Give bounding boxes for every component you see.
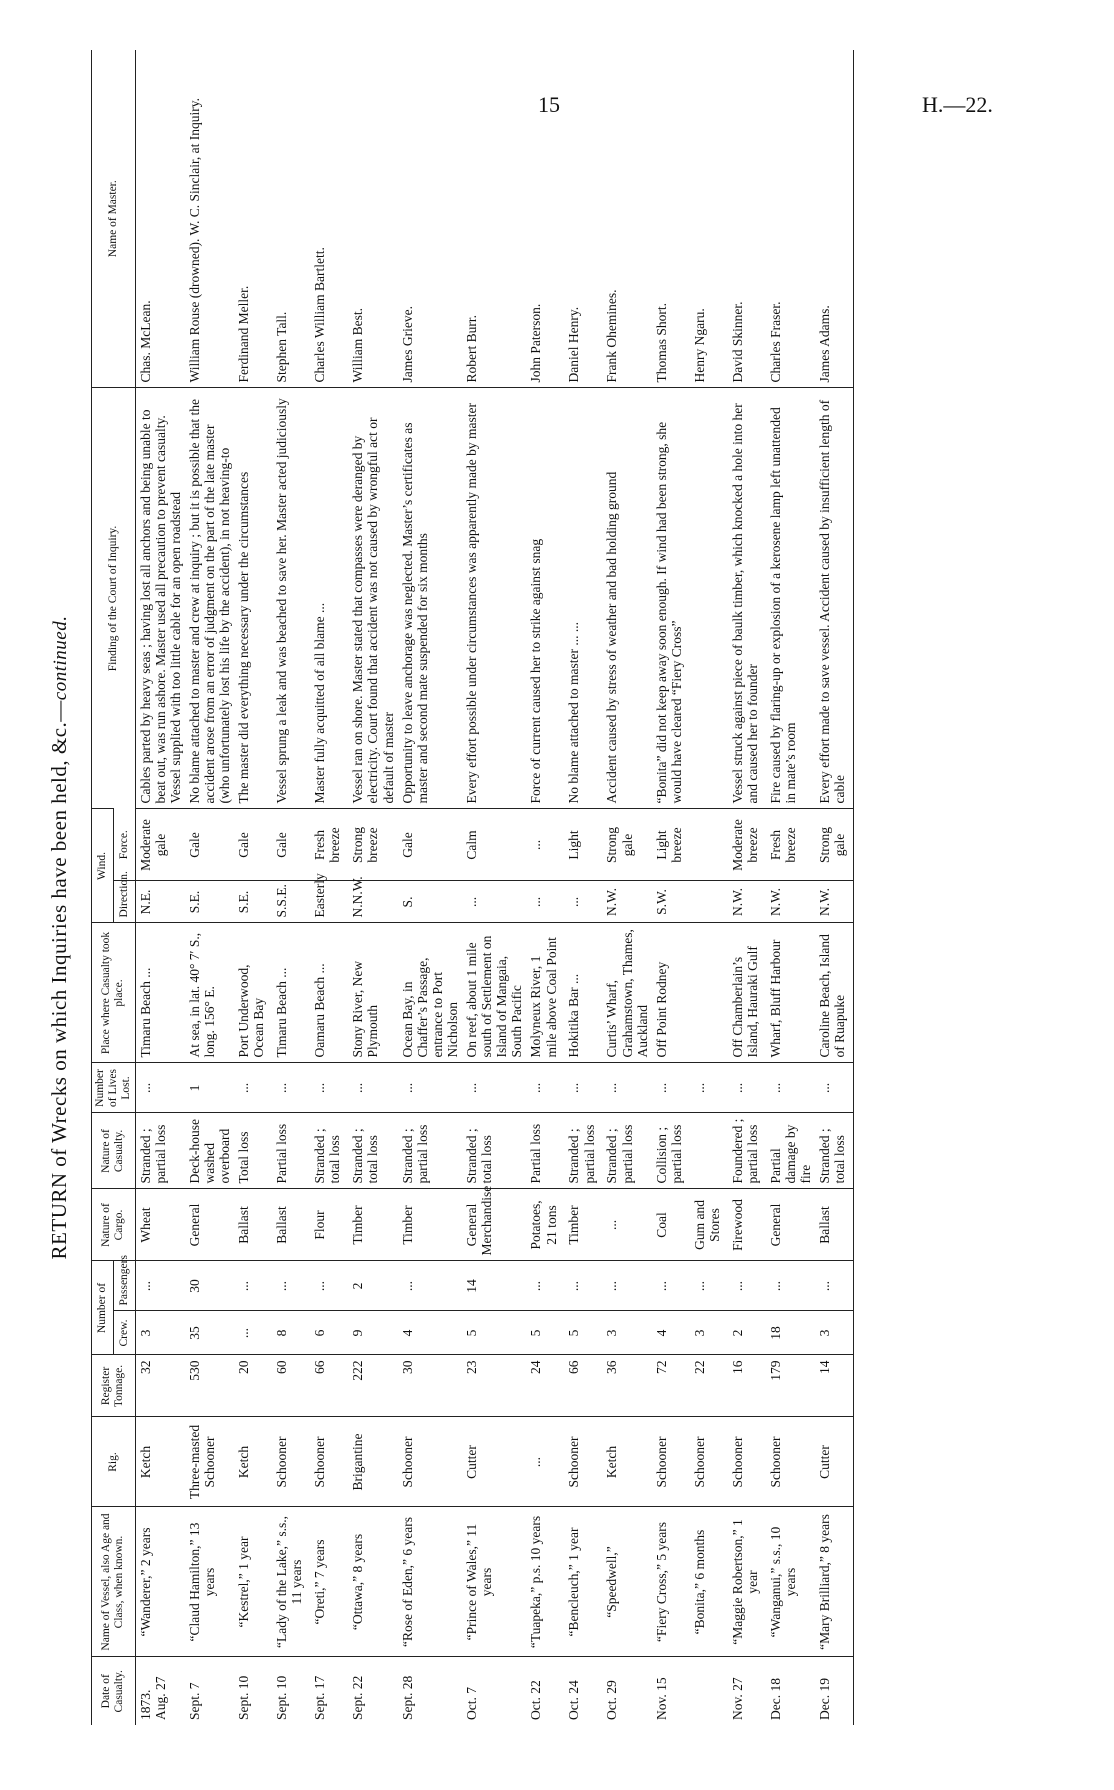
cell-lives-lost: ... bbox=[728, 1063, 766, 1113]
table-row bbox=[526, 50, 564, 1725]
cell-vessel: “Tuapeka,” p.s. 10 years bbox=[526, 1507, 564, 1657]
cell-vessel: “Wanderer,” 2 years bbox=[135, 1507, 185, 1657]
cell-casualty: Stranded ; partial loss bbox=[135, 1113, 185, 1189]
cell-place bbox=[690, 923, 728, 1063]
cell-place: Hokitika Bar ... bbox=[564, 923, 602, 1063]
cell-casualty: Stranded ; total loss bbox=[815, 1113, 854, 1189]
cell-passengers: 30 bbox=[185, 1261, 234, 1311]
cell-direction: ... bbox=[462, 881, 526, 923]
header-casualty: Nature of Casualty. bbox=[92, 1113, 136, 1189]
header-crew: Crew. bbox=[113, 1311, 135, 1355]
cell-date: Sept. 7 bbox=[185, 1657, 234, 1725]
cell-tonnage: 24 bbox=[526, 1355, 564, 1417]
cell-master: Charles Fraser. bbox=[767, 301, 783, 383]
cell-cargo: Timber bbox=[564, 1189, 602, 1261]
cell-finding: No blame attached to master ... ... bbox=[564, 388, 602, 809]
cell-lives-lost: ... bbox=[348, 1063, 397, 1113]
cell-date: Oct. 24 bbox=[564, 1657, 602, 1725]
cell-force: Light breeze bbox=[652, 809, 690, 881]
cell-vessel: “Ottawa,” 8 years bbox=[348, 1507, 397, 1657]
cell-force bbox=[690, 809, 728, 881]
cell-date: Nov. 15 bbox=[652, 1657, 690, 1725]
cell-crew: 3 bbox=[815, 1311, 854, 1355]
cell-direction: S. bbox=[398, 881, 462, 923]
cell-crew: 3 bbox=[602, 1311, 651, 1355]
cell-direction: S.E. bbox=[234, 881, 272, 923]
cell-cargo: General bbox=[185, 1189, 234, 1261]
cell-vessel: “Mary Brilliard,” 8 years bbox=[815, 1507, 854, 1657]
cell-place: Molyneux River, 1 mile above Coal Point bbox=[526, 923, 564, 1063]
cell-casualty: Partial loss bbox=[272, 1113, 310, 1189]
cell-direction: N.W. bbox=[602, 881, 651, 923]
cell-rig: Schooner bbox=[690, 1417, 728, 1507]
table-row bbox=[602, 50, 651, 1725]
header-lives-lost: Number of Lives Lost. bbox=[92, 1063, 136, 1113]
header-passengers: Passengers bbox=[113, 1261, 135, 1311]
cell-direction: N.N.W. bbox=[348, 881, 397, 923]
header-tonnage: Register Tonnage. bbox=[92, 1355, 136, 1417]
table-row bbox=[398, 50, 462, 1725]
cell-date: Dec. 18 bbox=[766, 1657, 815, 1725]
cell-vessel: “Claud Hamilton,” 13 years bbox=[185, 1507, 234, 1657]
cell-tonnage: 30 bbox=[398, 1355, 462, 1417]
header-cargo: Nature of Cargo. bbox=[92, 1189, 136, 1261]
cell-passengers: ... bbox=[135, 1261, 185, 1311]
cell-finding: No blame attached to master and crew at inquiry ; but it is possible that the accident arose from an error of judgment on the part of the late master (who unfortunately lost his life by the accident), in not heaving-to bbox=[185, 388, 234, 809]
cell-force: Moderate gale bbox=[135, 809, 185, 881]
cell-crew: ... bbox=[234, 1311, 272, 1355]
cell-finding: Accident caused by stress of weather and bad holding ground bbox=[602, 388, 651, 809]
cell-force: Moderate breeze bbox=[728, 809, 766, 881]
cell-lives-lost: ... bbox=[398, 1063, 462, 1113]
cell-lives-lost: ... bbox=[564, 1063, 602, 1113]
cell-vessel: “Speedwell,” bbox=[602, 1507, 651, 1657]
cell-master: Henry Ngaru. bbox=[691, 308, 707, 383]
cell-date: Sept. 10 bbox=[234, 1657, 272, 1725]
header-direction: Direction. bbox=[113, 881, 135, 923]
cell-casualty: Stranded ; partial loss bbox=[564, 1113, 602, 1189]
cell-vessel: “Kestrel,” 1 year bbox=[234, 1507, 272, 1657]
cell-casualty: Partial damage by fire bbox=[766, 1113, 815, 1189]
cell-finding: “Bonita” did not keep away soon enough. If wind had been strong, she would have cleared “Fiery Cross” bbox=[652, 388, 690, 809]
page-number: 15 bbox=[538, 92, 560, 117]
cell-casualty: Foundered ; partial loss bbox=[728, 1113, 766, 1189]
cell-passengers: ... bbox=[564, 1261, 602, 1311]
cell-place: Off Point Rodney bbox=[652, 923, 690, 1063]
cell-direction: ... bbox=[564, 881, 602, 923]
cell-date: Sept. 28 bbox=[398, 1657, 462, 1725]
cell-force: Gale bbox=[398, 809, 462, 881]
cell-vessel: “Lady of the Lake,” s.s., 11 years bbox=[272, 1507, 310, 1657]
cell-place: Off Chamberlain’s Island, Hauraki Gulf bbox=[728, 923, 766, 1063]
cell-rig: Schooner bbox=[652, 1417, 690, 1507]
table-row bbox=[652, 50, 690, 1725]
table-body bbox=[135, 50, 854, 1725]
cell-master: Chas. McLean. bbox=[137, 300, 153, 383]
cell-crew: 6 bbox=[310, 1311, 348, 1355]
cell-place: On reef, about 1 mile south of Settlement on Island of Mangaia, South Pacific bbox=[462, 923, 526, 1063]
cell-rig: Schooner bbox=[728, 1417, 766, 1507]
cell-tonnage: 72 bbox=[652, 1355, 690, 1417]
table-row bbox=[135, 50, 185, 1725]
cell-passengers: ... bbox=[602, 1261, 651, 1311]
cell-tonnage: 16 bbox=[728, 1355, 766, 1417]
cell-force: Gale bbox=[234, 809, 272, 881]
cell-date: Sept. 22 bbox=[348, 1657, 397, 1725]
table-row bbox=[234, 50, 272, 1725]
header-date: Date of Casualty. bbox=[92, 1657, 136, 1725]
cell-force: Strong gale bbox=[602, 809, 651, 881]
cell-tonnage: 36 bbox=[602, 1355, 651, 1417]
cell-crew: 4 bbox=[652, 1311, 690, 1355]
cell-finding: Vessel ran on shore. Master stated that compasses were deranged by electricity. Court found that accident was not caused by wrongful act or default of master bbox=[348, 388, 397, 809]
cell-vessel: “Rose of Eden,” 6 years bbox=[398, 1507, 462, 1657]
header-wind: Wind. bbox=[92, 809, 114, 923]
cell-cargo: Gum and Stores bbox=[690, 1189, 728, 1261]
cell-crew: 18 bbox=[766, 1311, 815, 1355]
document-reference: H.—22. bbox=[922, 92, 993, 117]
cell-force: Fresh breeze bbox=[310, 809, 348, 881]
cell-passengers: ... bbox=[526, 1261, 564, 1311]
cell-tonnage: 60 bbox=[272, 1355, 310, 1417]
cell-casualty: Total loss bbox=[234, 1113, 272, 1189]
cell-rig: Ketch bbox=[602, 1417, 651, 1507]
cell-lives-lost: ... bbox=[462, 1063, 526, 1113]
cell-lives-lost: ... bbox=[234, 1063, 272, 1113]
cell-lives-lost: ... bbox=[272, 1063, 310, 1113]
cell-crew: 2 bbox=[728, 1311, 766, 1355]
cell-casualty: Deck-house washed overboard bbox=[185, 1113, 234, 1189]
cell-casualty: Stranded ; partial loss bbox=[602, 1113, 651, 1189]
cell-cargo: Ballast bbox=[234, 1189, 272, 1261]
cell-place: Port Underwood, Ocean Bay bbox=[234, 923, 272, 1063]
cell-place: Wharf, Bluff Harbour bbox=[766, 923, 815, 1063]
cell-date: Oct. 22 bbox=[526, 1657, 564, 1725]
cell-finding: Cables parted by heavy seas ; having lost all anchors and being unable to beat out, was run ashore. Master used all precaution to prevent casualty. Vessel supplied with too little cable for an open roadstead bbox=[135, 388, 185, 809]
cell-date: Sept. 17 bbox=[310, 1657, 348, 1725]
cell-cargo: Flour bbox=[310, 1189, 348, 1261]
table-row bbox=[728, 50, 766, 1725]
cell-master: Robert Burr. bbox=[464, 314, 480, 383]
cell-tonnage: 66 bbox=[564, 1355, 602, 1417]
cell-tonnage: 530 bbox=[185, 1355, 234, 1417]
cell-direction: N.E. bbox=[135, 881, 185, 923]
cell-rig: Schooner bbox=[398, 1417, 462, 1507]
cell-finding: Every effort made to save vessel. Accident caused by insufficient length of cable bbox=[815, 388, 854, 809]
cell-rig: Cutter bbox=[815, 1417, 854, 1507]
cell-direction: S.W. bbox=[652, 881, 690, 923]
cell-place: At sea, in lat. 40° 7′ S., long. 156° E. bbox=[185, 923, 234, 1063]
cell-cargo: General bbox=[766, 1189, 815, 1261]
cell-direction: S.E. bbox=[185, 881, 234, 923]
cell-crew: 4 bbox=[398, 1311, 462, 1355]
cell-cargo: General Merchandise bbox=[462, 1189, 526, 1261]
cell-passengers: ... bbox=[310, 1261, 348, 1311]
cell-crew: 3 bbox=[690, 1311, 728, 1355]
cell-date bbox=[690, 1657, 728, 1725]
cell-master: James Grieve. bbox=[399, 306, 415, 383]
cell-cargo: Timber bbox=[348, 1189, 397, 1261]
cell-finding: Vessel sprung a leak and was beached to save her. Master acted judiciously bbox=[272, 388, 310, 809]
cell-passengers: 2 bbox=[348, 1261, 397, 1311]
cell-force: Fresh breeze bbox=[766, 809, 815, 881]
cell-direction: N.W. bbox=[766, 881, 815, 923]
cell-casualty: Stranded ; total loss bbox=[348, 1113, 397, 1189]
cell-place: Timaru Beach ... bbox=[272, 923, 310, 1063]
cell-crew: 3 bbox=[135, 1311, 185, 1355]
cell-tonnage: 22 bbox=[690, 1355, 728, 1417]
table-row bbox=[564, 50, 602, 1725]
cell-rig: Schooner bbox=[766, 1417, 815, 1507]
cell-rig: Schooner bbox=[272, 1417, 310, 1507]
cell-date: Nov. 27 bbox=[728, 1657, 766, 1725]
table-row bbox=[310, 50, 348, 1725]
table-row bbox=[766, 50, 815, 1725]
wrecks-table bbox=[91, 50, 854, 1725]
cell-passengers: ... bbox=[815, 1261, 854, 1311]
cell-vessel: “Bonita,” 6 months bbox=[690, 1507, 728, 1657]
cell-finding: Force of current caused her to strike against snag bbox=[526, 388, 564, 809]
cell-vessel: “Bencleuch,” 1 year bbox=[564, 1507, 602, 1657]
header-finding: Finding of the Court of Inquiry. bbox=[92, 388, 136, 809]
cell-date: Oct. 7 bbox=[462, 1657, 526, 1725]
cell-lives-lost: ... bbox=[766, 1063, 815, 1113]
cell-tonnage: 14 bbox=[815, 1355, 854, 1417]
cell-lives-lost: ... bbox=[310, 1063, 348, 1113]
cell-finding: Master fully acquitted of all blame ... bbox=[310, 388, 348, 809]
table-row bbox=[815, 50, 854, 1725]
cell-master: David Skinner. bbox=[729, 301, 745, 383]
cell-force: Calm bbox=[462, 809, 526, 881]
cell-crew: 9 bbox=[348, 1311, 397, 1355]
cell-cargo: Timber bbox=[398, 1189, 462, 1261]
header-force: Force. bbox=[113, 809, 135, 881]
cell-direction: Easterly bbox=[310, 881, 348, 923]
cell-tonnage: 20 bbox=[234, 1355, 272, 1417]
cell-crew: 35 bbox=[185, 1311, 234, 1355]
cell-casualty bbox=[690, 1113, 728, 1189]
cell-rig: Schooner bbox=[564, 1417, 602, 1507]
cell-force: Light bbox=[564, 809, 602, 881]
cell-place: Ocean Bay, in Chaffer’s Passage, entrance to Port Nicholson bbox=[398, 923, 462, 1063]
table-row bbox=[348, 50, 397, 1725]
cell-finding: Vessel struck against piece of baulk timber, which knocked a hole into her and caused her to founder bbox=[728, 388, 766, 809]
cell-lives-lost: ... bbox=[526, 1063, 564, 1113]
cell-force: Strong breeze bbox=[348, 809, 397, 881]
title-main: RETURN of Wrecks on which Inquiries have been held, &c.— bbox=[47, 700, 71, 1260]
cell-rig: Brigantine bbox=[348, 1417, 397, 1507]
cell-master: Ferdinand Meller. bbox=[236, 285, 252, 383]
cell-finding: The master did everything necessary under the circumstances bbox=[234, 388, 272, 809]
header-vessel: Name of Vessel, also Age and Class, when known. bbox=[92, 1507, 136, 1657]
cell-direction bbox=[690, 881, 728, 923]
cell-passengers: ... bbox=[398, 1261, 462, 1311]
cell-passengers: ... bbox=[728, 1261, 766, 1311]
cell-tonnage: 179 bbox=[766, 1355, 815, 1417]
cell-casualty: Collision ; partial loss bbox=[652, 1113, 690, 1189]
table-row bbox=[462, 50, 526, 1725]
cell-force: Gale bbox=[272, 809, 310, 881]
cell-lives-lost: ... bbox=[690, 1063, 728, 1113]
cell-place: Curtis’ Wharf, Grahamstown, Thames, Auckland bbox=[602, 923, 651, 1063]
cell-crew: 5 bbox=[526, 1311, 564, 1355]
cell-lives-lost: ... bbox=[135, 1063, 185, 1113]
cell-master: John Paterson. bbox=[528, 303, 544, 383]
cell-casualty: Stranded ; total loss bbox=[462, 1113, 526, 1189]
cell-crew: 5 bbox=[564, 1311, 602, 1355]
cell-force: ... bbox=[526, 809, 564, 881]
cell-rig: Ketch bbox=[135, 1417, 185, 1507]
table-row bbox=[272, 50, 310, 1725]
cell-tonnage: 32 bbox=[135, 1355, 185, 1417]
page-title bbox=[47, 150, 83, 1725]
cell-passengers: 14 bbox=[462, 1261, 526, 1311]
cell-date: Sept. 10 bbox=[272, 1657, 310, 1725]
cell-master: William Best. bbox=[350, 308, 366, 383]
cell-cargo: Firewood bbox=[728, 1189, 766, 1261]
cell-lives-lost: ... bbox=[602, 1063, 651, 1113]
cell-lives-lost: ... bbox=[815, 1063, 854, 1113]
cell-master: Thomas Short. bbox=[653, 302, 669, 383]
cell-passengers: ... bbox=[766, 1261, 815, 1311]
table-row bbox=[185, 50, 234, 1725]
cell-cargo: Wheat bbox=[135, 1189, 185, 1261]
cell-master: Frank Ohemines. bbox=[604, 289, 620, 383]
cell-master: James Adams. bbox=[815, 50, 854, 388]
cell-casualty: Stranded ; total loss bbox=[310, 1113, 348, 1189]
header-number-of: Number of bbox=[92, 1261, 114, 1355]
cell-finding bbox=[690, 388, 728, 809]
cell-rig: ... bbox=[526, 1417, 564, 1507]
cell-passengers: ... bbox=[234, 1261, 272, 1311]
cell-master: Stephen Tall. bbox=[274, 311, 290, 383]
cell-vessel: “Maggie Robertson,” 1 year bbox=[728, 1507, 766, 1657]
cell-master: Charles William Bartlett. bbox=[312, 247, 328, 383]
cell-vessel: “Wanganui,” s.s., 10 years bbox=[766, 1507, 815, 1657]
cell-date: Dec. 19 bbox=[815, 1657, 854, 1725]
cell-cargo: Coal bbox=[652, 1189, 690, 1261]
cell-finding: Opportunity to leave anchorage was neglected. Master’s certificates as master and second mate suspended for six months bbox=[398, 388, 462, 809]
cell-tonnage: 23 bbox=[462, 1355, 526, 1417]
header-master: Name of Master. bbox=[92, 50, 136, 388]
cell-tonnage: 222 bbox=[348, 1355, 397, 1417]
cell-vessel: “Oreti,” 7 years bbox=[310, 1507, 348, 1657]
table-row bbox=[690, 50, 728, 1725]
cell-lives-lost: 1 bbox=[185, 1063, 234, 1113]
cell-finding: Fire caused by flaring-up or explosion of a kerosene lamp left unattended in mate’s room bbox=[766, 388, 815, 809]
cell-finding: Every effort possible under circumstances was apparently made by master bbox=[462, 388, 526, 809]
cell-rig: Schooner bbox=[310, 1417, 348, 1507]
cell-place: Oamaru Beach ... bbox=[310, 923, 348, 1063]
cell-crew: 8 bbox=[272, 1311, 310, 1355]
cell-place: Stony River, New Plymouth bbox=[348, 923, 397, 1063]
cell-place: Caroline Beach, Island of Ruapuke bbox=[815, 923, 854, 1063]
cell-place: Timaru Beach ... bbox=[135, 923, 185, 1063]
cell-rig: Ketch bbox=[234, 1417, 272, 1507]
cell-cargo: Potatoes, 21 tons bbox=[526, 1189, 564, 1261]
cell-master: William Rouse (drowned). W. C. Sinclair, at Inquiry. bbox=[186, 97, 202, 383]
cell-force: Gale bbox=[185, 809, 234, 881]
cell-casualty: Stranded ; partial loss bbox=[398, 1113, 462, 1189]
cell-cargo: Ballast bbox=[272, 1189, 310, 1261]
cell-passengers: ... bbox=[690, 1261, 728, 1311]
cell-direction: ... bbox=[526, 881, 564, 923]
cell-crew: 5 bbox=[462, 1311, 526, 1355]
title-continued: continued. bbox=[50, 615, 71, 701]
cell-lives-lost: ... bbox=[652, 1063, 690, 1113]
cell-date: 1873. Aug. 27 bbox=[135, 1657, 185, 1725]
cell-master: Daniel Henry. bbox=[566, 306, 582, 383]
cell-passengers: ... bbox=[652, 1261, 690, 1311]
cell-direction: S.S.E. bbox=[272, 881, 310, 923]
cell-vessel: “Fiery Cross,” 5 years bbox=[652, 1507, 690, 1657]
cell-tonnage: 66 bbox=[310, 1355, 348, 1417]
cell-direction: N.W. bbox=[728, 881, 766, 923]
cell-force: Strong gale bbox=[815, 809, 854, 881]
cell-cargo: Ballast bbox=[815, 1189, 854, 1261]
header-rig: Rig. bbox=[92, 1417, 136, 1507]
cell-vessel: “Prince of Wales,” 11 years bbox=[462, 1507, 526, 1657]
cell-date: Oct. 29 bbox=[602, 1657, 651, 1725]
cell-cargo: ... bbox=[602, 1189, 651, 1261]
cell-passengers: ... bbox=[272, 1261, 310, 1311]
header-place: Place where Casualty took place. bbox=[92, 923, 136, 1063]
cell-rig: Three-masted Schooner bbox=[185, 1417, 234, 1507]
cell-rig: Cutter bbox=[462, 1417, 526, 1507]
cell-casualty: Partial loss bbox=[526, 1113, 564, 1189]
cell-direction: N.W. bbox=[815, 881, 854, 923]
